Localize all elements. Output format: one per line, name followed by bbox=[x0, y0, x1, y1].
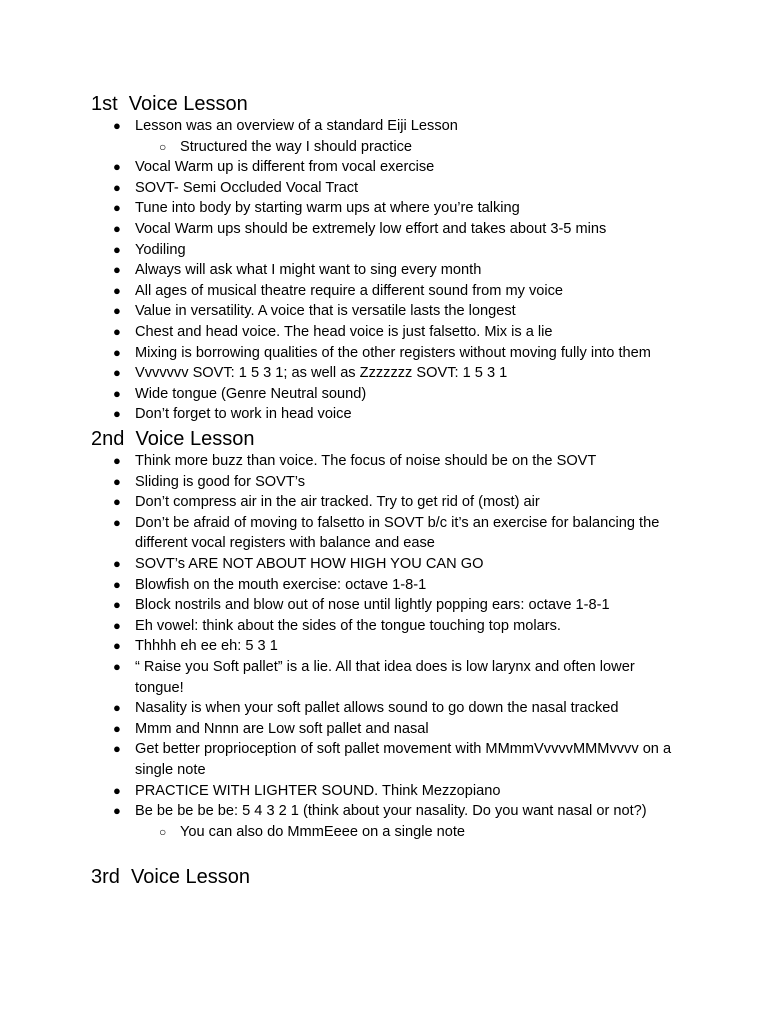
list-item bbox=[91, 719, 691, 740]
list-item-text: Vvvvvvv SOVT: 1 5 3 1; as well as Zzzzzzz SOVT: 1 5 3 1 bbox=[135, 365, 508, 382]
list-item bbox=[91, 404, 691, 425]
list-item bbox=[91, 575, 691, 596]
list-item bbox=[91, 260, 691, 281]
lesson-1-heading: 1st Voice Lesson bbox=[91, 93, 248, 115]
lesson-3-heading: 3rd Voice Lesson bbox=[91, 866, 250, 888]
list-item-text: Wide tongue (Genre Neutral sound) bbox=[135, 385, 367, 402]
bullet-icon: ● bbox=[113, 159, 121, 175]
list-item bbox=[91, 178, 691, 199]
list-item-text: Block nostrils and blow out of nose until lightly popping ears: octave 1-8-1 bbox=[135, 597, 610, 614]
list-item-text: Thhhh eh ee eh: 5 3 1 bbox=[135, 638, 278, 655]
list-item-text: Structured the way I should practice bbox=[180, 138, 412, 155]
list-item-text: Yodiling bbox=[135, 241, 186, 258]
list-item-text: Chest and head voice. The head voice is just falsetto. Mix is a lie bbox=[135, 323, 553, 340]
lesson-2-section bbox=[91, 427, 691, 842]
list-item-text: SOVT- Semi Occluded Vocal Tract bbox=[135, 179, 359, 196]
list-item bbox=[91, 492, 691, 513]
list-item bbox=[91, 322, 691, 343]
bullet-icon: ● bbox=[113, 179, 121, 195]
list-item-text: You can also do MmmEeee on a single note bbox=[180, 823, 466, 840]
list-item-text: Don’t compress air in the air tracked. Try to get rid of (most) air bbox=[135, 494, 540, 511]
bullet-icon: ● bbox=[113, 782, 121, 798]
list-item bbox=[91, 657, 691, 698]
list-item bbox=[91, 636, 691, 657]
list-item-text: SOVT’s ARE NOT ABOUT HOW HIGH YOU CAN GO bbox=[135, 555, 484, 572]
bullet-icon: ● bbox=[113, 494, 121, 510]
bullet-icon: ● bbox=[113, 365, 121, 381]
bullet-icon: ● bbox=[113, 303, 121, 319]
list-item-text: Eh vowel: think about the sides of the tongue touching top molars. bbox=[135, 617, 561, 634]
lesson-3-section bbox=[91, 865, 691, 889]
list-item-text: Get better proprioception of soft pallet movement with MMmmVvvvvMMMvvvv on a single note bbox=[135, 741, 672, 778]
hollow-bullet-icon: ○ bbox=[159, 824, 167, 839]
list-item-text: Vocal Warm ups should be extremely low effort and takes about 3-5 mins bbox=[135, 220, 607, 237]
bullet-icon: ● bbox=[113, 803, 121, 819]
bullet-icon: ● bbox=[113, 118, 121, 133]
sub-list-item bbox=[91, 137, 691, 158]
bullet-icon: ● bbox=[113, 385, 121, 401]
bullet-icon: ● bbox=[113, 555, 121, 571]
list-item bbox=[91, 116, 691, 137]
bullet-icon: ● bbox=[113, 344, 121, 360]
list-item-text: Tune into body by starting warm ups at where you’re talking bbox=[135, 200, 520, 217]
bullet-icon: ● bbox=[113, 262, 121, 278]
list-item bbox=[91, 384, 691, 405]
bullet-icon: ● bbox=[113, 617, 121, 633]
list-item-text: Sliding is good for SOVT’s bbox=[135, 473, 306, 490]
bullet-icon: ● bbox=[113, 406, 121, 422]
list-item bbox=[91, 513, 691, 554]
bullet-icon: ● bbox=[113, 576, 121, 592]
list-item-text: “ Raise you Soft pallet” is a lie. All that idea does is low larynx and often lower tongue! bbox=[135, 658, 635, 696]
bullet-icon: ● bbox=[113, 720, 121, 736]
list-item-text: Don’t be afraid of moving to falsetto in SOVT b/c it’s an exercise for balancing the different vocal registers with balance and ease bbox=[135, 514, 660, 552]
list-item-text: PRACTICE WITH LIGHTER SOUND. Think Mezzopiano bbox=[135, 782, 501, 799]
bullet-icon: ● bbox=[113, 200, 121, 216]
list-item bbox=[91, 240, 691, 261]
list-item bbox=[91, 801, 691, 822]
list-item-text: All ages of musical theatre require a different sound from my voice bbox=[135, 282, 564, 299]
list-item bbox=[91, 198, 691, 219]
lesson-1-list bbox=[91, 116, 691, 425]
list-item bbox=[91, 472, 691, 493]
bullet-icon: ● bbox=[113, 741, 121, 757]
list-item-text: Value in versatility. A voice that is versatile lasts the longest bbox=[135, 303, 516, 320]
bullet-icon: ● bbox=[113, 658, 121, 674]
list-item bbox=[91, 739, 691, 780]
bullet-icon: ● bbox=[113, 241, 121, 257]
list-item bbox=[91, 363, 691, 384]
list-item bbox=[91, 616, 691, 637]
list-item-text: Always will ask what I might want to sing every month bbox=[135, 262, 482, 279]
lesson-2-heading: 2nd Voice Lesson bbox=[91, 428, 255, 450]
list-item-text: Lesson was an overview of a standard Eiji Lesson bbox=[135, 118, 458, 134]
list-item bbox=[91, 595, 691, 616]
bullet-icon: ● bbox=[113, 700, 121, 716]
sub-list-item bbox=[91, 822, 691, 843]
list-item-text: Nasality is when your soft pallet allows sound to go down the nasal tracked bbox=[135, 700, 619, 717]
list-item-text: Don’t forget to work in head voice bbox=[135, 406, 352, 423]
list-item bbox=[91, 554, 691, 575]
list-item bbox=[91, 157, 691, 178]
lesson-2-list bbox=[91, 451, 691, 842]
list-item-text: Be be be be be: 5 4 3 2 1 (think about your nasality. Do you want nasal or not?) bbox=[135, 803, 647, 820]
list-item-text: Think more buzz than voice. The focus of noise should be on the SOVT bbox=[135, 453, 597, 469]
bullet-icon: ● bbox=[113, 453, 121, 468]
list-item-text: Mmm and Nnnn are Low soft pallet and nasal bbox=[135, 720, 429, 737]
bullet-icon: ● bbox=[113, 638, 121, 654]
list-item-text: Blowfish on the mouth exercise: octave 1-8-1 bbox=[135, 576, 427, 593]
list-item-text: Vocal Warm up is different from vocal exercise bbox=[135, 159, 435, 176]
list-item bbox=[91, 343, 691, 364]
list-item bbox=[91, 219, 691, 240]
list-item-text: Mixing is borrowing qualities of the other registers without moving fully into them bbox=[135, 344, 651, 361]
list-item bbox=[91, 451, 691, 472]
lesson-1-section bbox=[91, 92, 691, 425]
list-item bbox=[91, 301, 691, 322]
list-item bbox=[91, 781, 691, 802]
bullet-icon: ● bbox=[113, 514, 121, 530]
bullet-icon: ● bbox=[113, 473, 121, 489]
list-item bbox=[91, 698, 691, 719]
bullet-icon: ● bbox=[113, 282, 121, 298]
hollow-bullet-icon: ○ bbox=[159, 139, 167, 154]
list-item bbox=[91, 281, 691, 302]
bullet-icon: ● bbox=[113, 597, 121, 613]
bullet-icon: ● bbox=[113, 220, 121, 236]
bullet-icon: ● bbox=[113, 323, 121, 339]
